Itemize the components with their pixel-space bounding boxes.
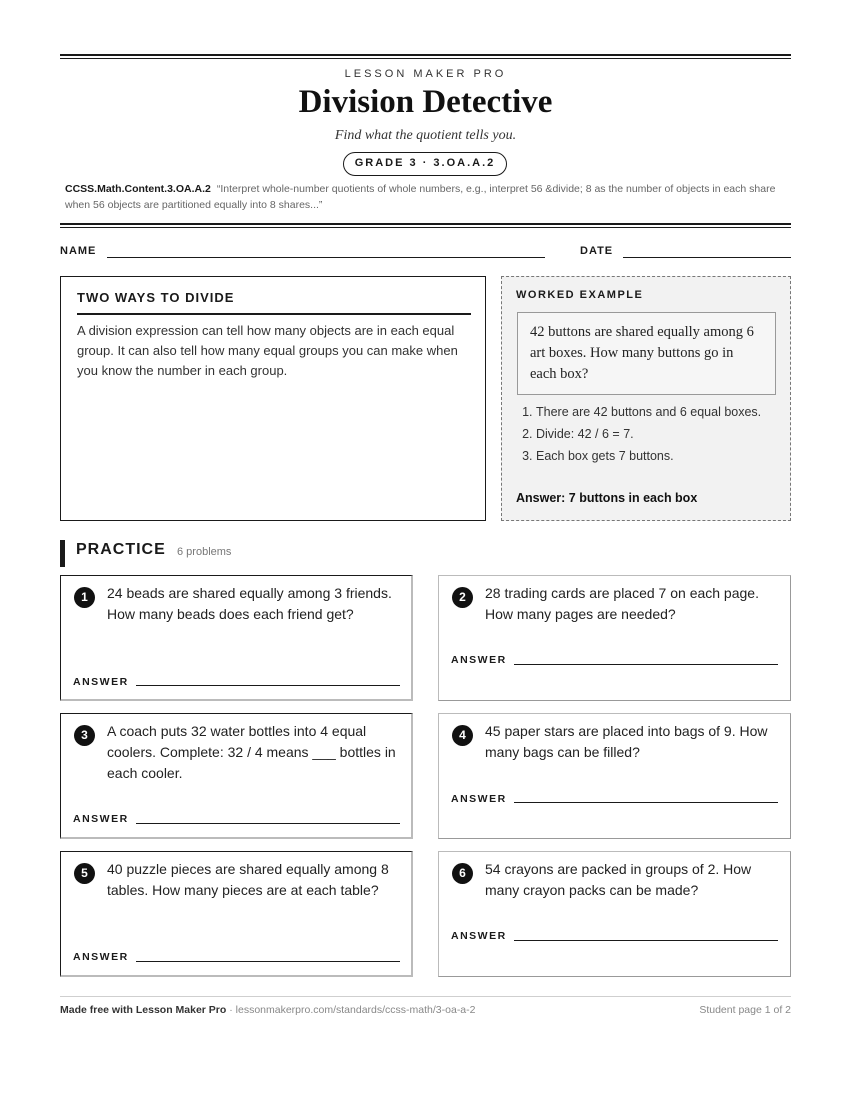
problem-text: 45 paper stars are placed into bags of 9. How many bags can be filled? <box>485 723 768 760</box>
footer-link[interactable]: · lessonmakerpro.com/standards/ccss-math/3-oa-a-2 <box>226 1004 476 1016</box>
two-ways-body: A division expression can tell how many objects are in each equal group. It can also tell how many equal groups you can make when you know the number in each group. <box>77 323 458 378</box>
standard-line <box>65 181 791 213</box>
problem-text: 54 crayons are packed in groups of 2. How many crayon packs can be made? <box>485 861 752 898</box>
footer-rule <box>60 996 791 997</box>
worked-example-step: 2. Divide: 42 / 6 = 7. <box>536 425 798 443</box>
worked-example-step: 3. Each box gets 7 buttons. <box>536 447 798 465</box>
grade-badge: GRADE 3 · 3.OA.A.2 <box>343 152 507 176</box>
brand-name: LESSON MAKER PRO <box>344 68 507 80</box>
problem-card-6 <box>438 851 791 977</box>
problem-number-badge: 5 <box>74 863 95 884</box>
footer-made-with: Made free with Lesson Maker Pro <box>60 1004 227 1016</box>
problem-card-1 <box>60 575 413 701</box>
date-field[interactable] <box>623 257 791 258</box>
worked-example-heading: WORKED EXAMPLE <box>516 289 644 301</box>
standard-quote: “Interpret whole-number quotients of whole numbers, e.g., interpret 56 &divide; 8 as the number of objects in each share when 56 objects are partitioned equally into 8 shares...” <box>65 183 776 211</box>
problem-number-badge: 4 <box>452 725 473 746</box>
header-bottom-rule <box>60 223 791 228</box>
worked-example-steps <box>516 403 798 469</box>
problem-number-badge: 1 <box>74 587 95 608</box>
worksheet-page <box>60 0 791 1100</box>
standard-code: CCSS.Math.Content.3.OA.A.2 <box>65 183 211 195</box>
practice-accent-bar <box>60 540 65 567</box>
name-label: NAME <box>60 245 97 257</box>
answer-label: ANSWER <box>73 676 129 688</box>
answer-field-2[interactable] <box>514 664 778 665</box>
worked-example-step: 1. There are 42 buttons and 6 equal boxes. <box>536 403 798 421</box>
two-ways-divider <box>77 313 471 315</box>
problem-text: 40 puzzle pieces are shared equally among 8 tables. How many pieces are at each table? <box>107 861 389 898</box>
problem-card-5 <box>60 851 413 977</box>
problem-card-3 <box>60 713 413 839</box>
problem-text: A coach puts 32 water bottles into 4 equal coolers. Complete: 32 / 4 means ___ bottles in each cooler. <box>107 723 396 781</box>
answer-field-1[interactable] <box>136 685 400 686</box>
answer-field-4[interactable] <box>514 802 778 803</box>
name-field[interactable] <box>107 257 545 258</box>
problem-number-badge: 3 <box>74 725 95 746</box>
problem-text: 24 beads are shared equally among 3 friends. How many beads does each friend get? <box>107 585 392 622</box>
answer-label: ANSWER <box>73 813 129 825</box>
top-double-rule <box>60 54 791 59</box>
problem-card-2 <box>438 575 791 701</box>
answer-field-6[interactable] <box>514 940 778 941</box>
page-title: Division Detective <box>298 84 553 120</box>
worked-example-problem: 42 buttons are shared equally among 6 art boxes. How many buttons go in each box? <box>517 312 776 395</box>
problem-number-badge: 6 <box>452 863 473 884</box>
answer-label: ANSWER <box>73 951 129 963</box>
answer-field-5[interactable] <box>136 961 400 962</box>
page-subtitle: Find what the quotient tells you. <box>334 128 517 143</box>
problem-number-badge: 2 <box>452 587 473 608</box>
practice-title: PRACTICE <box>76 541 166 558</box>
problem-text: 28 trading cards are placed 7 on each page. How many pages are needed? <box>485 585 759 622</box>
worked-example-box <box>501 276 791 521</box>
answer-label: ANSWER <box>451 793 507 805</box>
answer-label: ANSWER <box>451 930 507 942</box>
practice-count: 6 problems <box>177 546 232 558</box>
footer-page-info: Student page 1 of 2 <box>699 1004 791 1016</box>
date-label: DATE <box>580 245 614 257</box>
footer-credit <box>60 1004 476 1016</box>
worked-example-answer: Answer: 7 buttons in each box <box>516 491 698 505</box>
problem-card-4 <box>438 713 791 839</box>
answer-label: ANSWER <box>451 654 507 666</box>
answer-field-3[interactable] <box>136 823 400 824</box>
two-ways-heading: TWO WAYS TO DIVIDE <box>77 290 235 305</box>
two-ways-box <box>60 276 486 521</box>
